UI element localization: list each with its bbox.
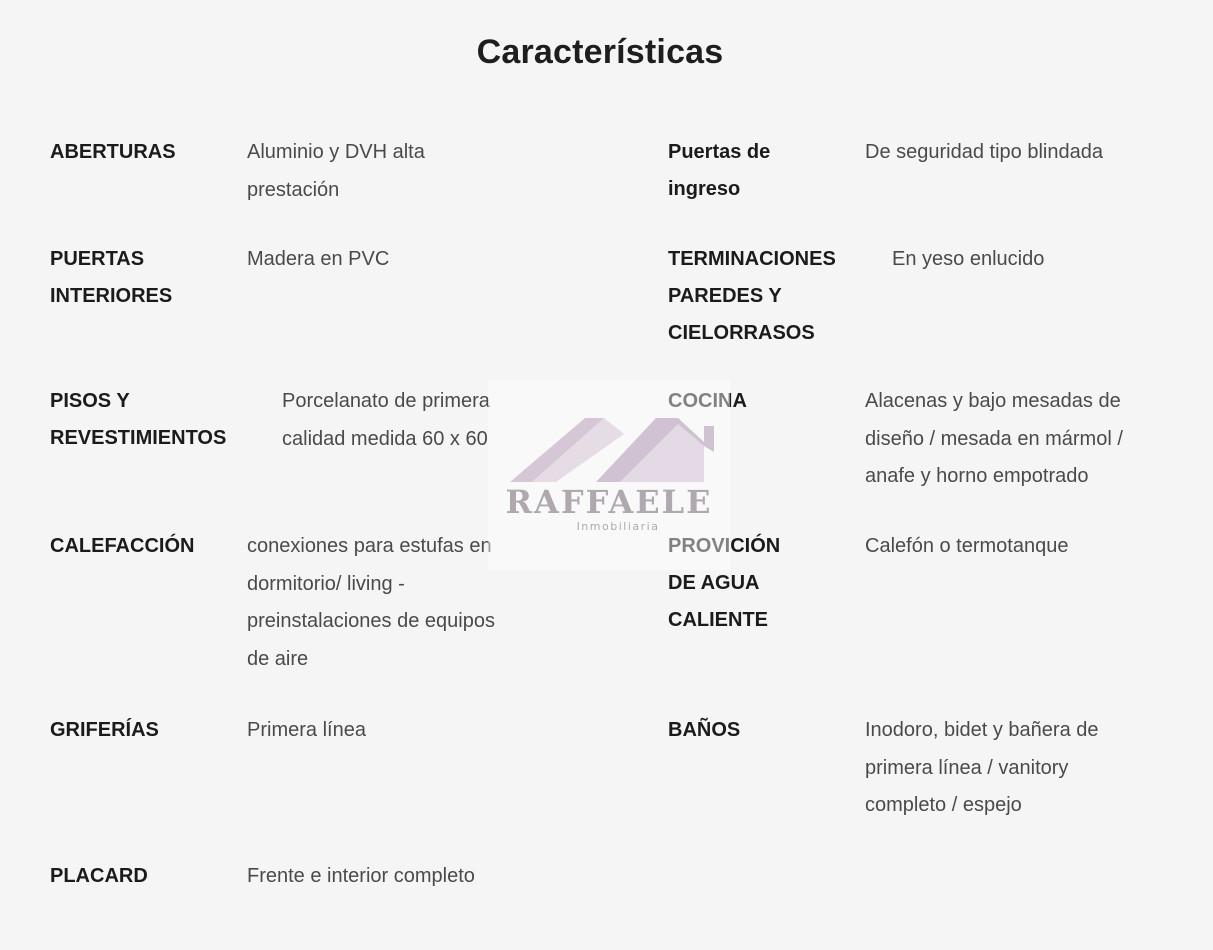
- watermark-logo: [488, 380, 730, 570]
- feature-value-placard: Frente e interior completo: [247, 865, 475, 887]
- feature-label-puertas-interiores: PUERTAS INTERIORES: [50, 248, 173, 307]
- page-title: Características: [476, 33, 724, 71]
- feature-value-cocina: Alacenas y bajo mesadas de diseño / mesada en mármol / anafe y horno empotrado: [865, 390, 1123, 487]
- feature-value-pisos: Porcelanato de primera calidad medida 60 x 60: [282, 390, 490, 450]
- feature-label-agua-caliente: PROVICIÓN DE AGUA CALIENTE: [668, 535, 781, 631]
- feature-value-banos: Inodoro, bidet y bañera de primera línea / vanitory completo / espejo: [865, 719, 1099, 816]
- watermark-brand-subtitle: Inmobiliaria: [576, 520, 660, 533]
- feature-label-banos: BAÑOS: [668, 719, 741, 741]
- feature-label-puertas-ingreso: Puertas de ingreso: [668, 141, 771, 200]
- feature-label-cocina: COCINA: [668, 390, 747, 412]
- watermark-brand-name: RAFFAELE: [505, 483, 713, 521]
- feature-label-placard: PLACARD: [50, 865, 148, 887]
- feature-value-agua-caliente: Calefón o termotanque: [865, 535, 1069, 557]
- feature-label-griferias: GRIFERÍAS: [50, 719, 159, 741]
- feature-value-terminaciones: En yeso enlucido: [892, 248, 1045, 270]
- feature-value-calefaccion: conexiones para estufas en dormitorio/ living - preinstalaciones de equipos de aire: [247, 535, 495, 670]
- feature-value-puertas-ingreso: De seguridad tipo blindada: [865, 141, 1103, 163]
- feature-label-pisos: PISOS Y REVESTIMIENTOS: [50, 390, 227, 449]
- feature-value-puertas-interiores: Madera en PVC: [247, 248, 390, 270]
- feature-label-aberturas: ABERTURAS: [50, 141, 176, 163]
- feature-value-aberturas: Aluminio y DVH alta prestación: [247, 141, 425, 201]
- feature-label-calefaccion: CALEFACCIÓN: [50, 535, 195, 557]
- house-roof-icon: [488, 380, 730, 490]
- feature-label-terminaciones: TERMINACIONES PAREDES Y CIELORRASOS: [668, 248, 836, 344]
- feature-value-griferias: Primera línea: [247, 719, 366, 741]
